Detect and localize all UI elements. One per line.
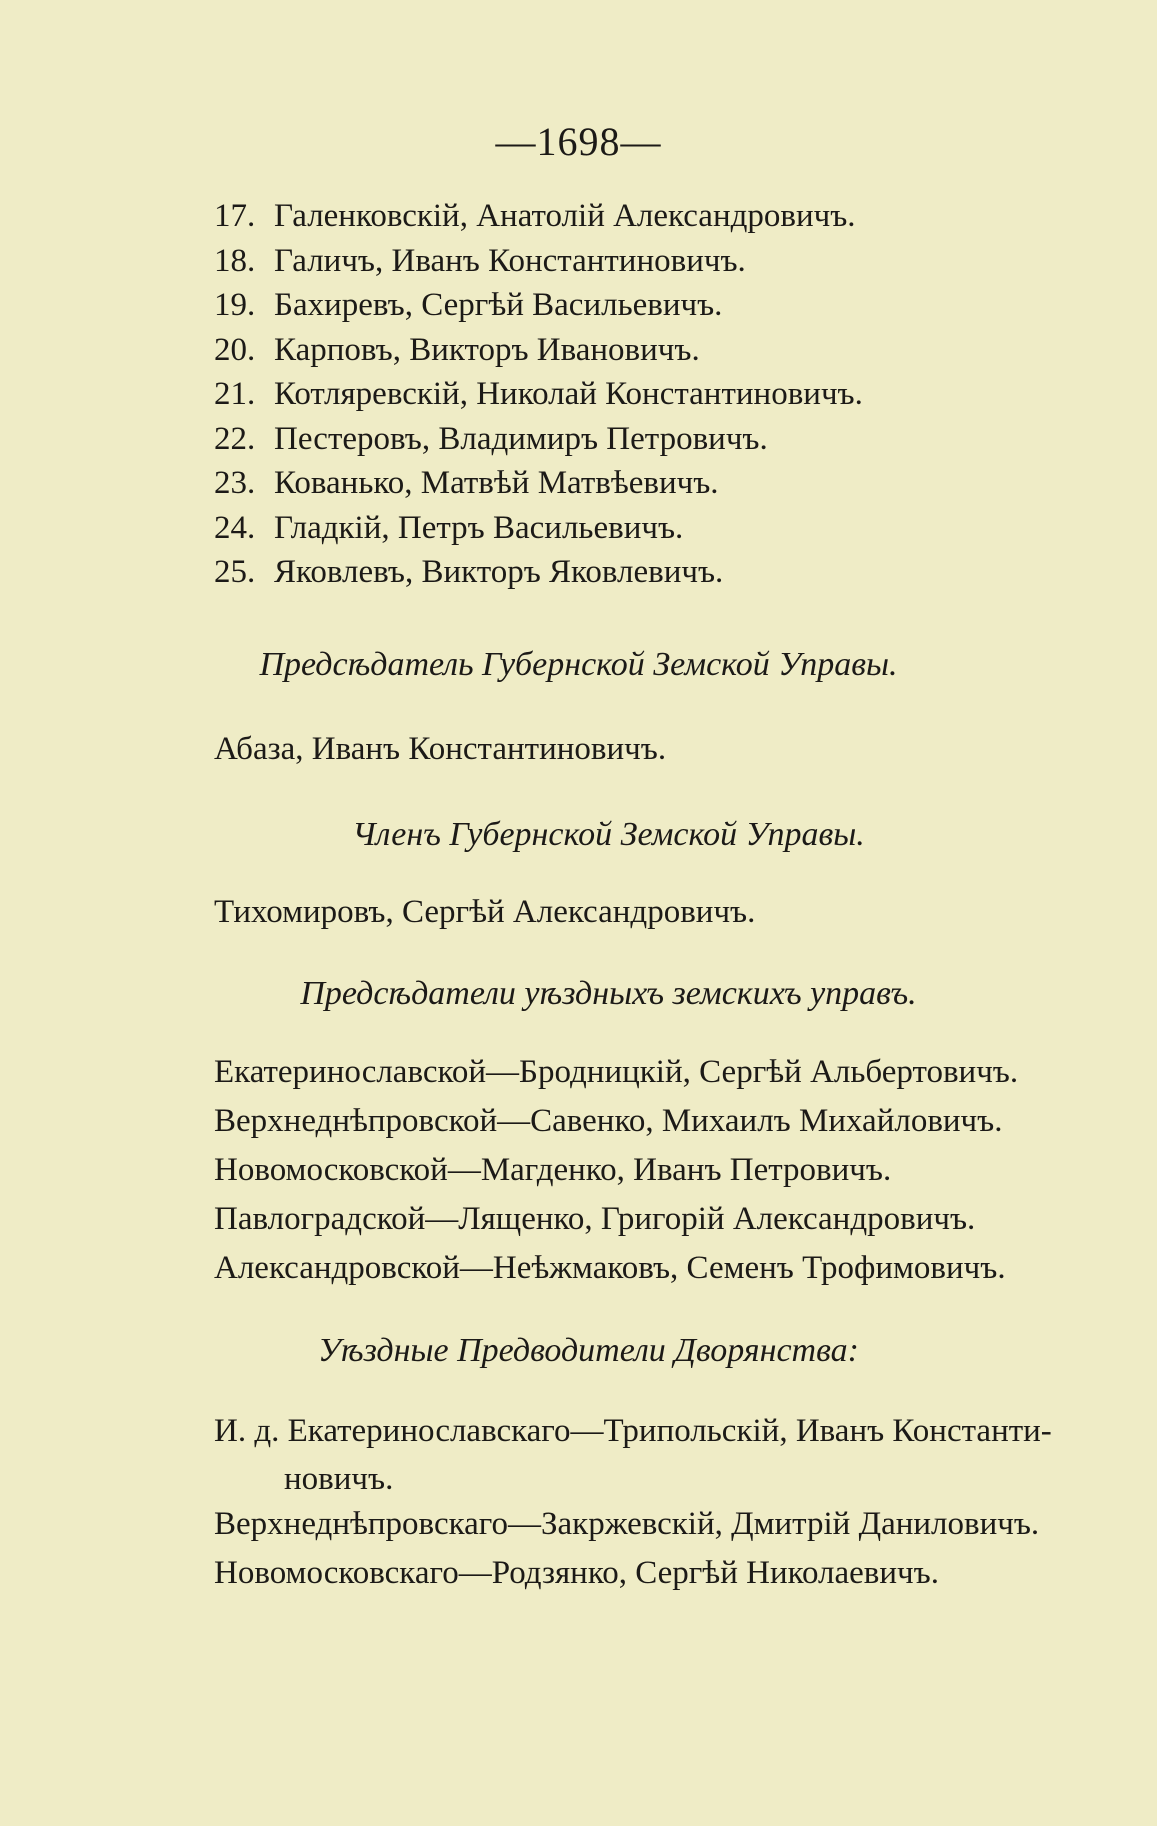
item-number: 19.	[214, 287, 256, 323]
item-number: 25.	[214, 554, 256, 590]
item-number: 21.	[214, 376, 256, 412]
district-chairman-entry: Павлоградской—Лященко, Григорій Александровичъ.	[214, 1201, 976, 1237]
district-chairman-entry: Александровской—Неѣжмаковъ, Семенъ Трофимовичъ.	[214, 1250, 1006, 1286]
item-name: Яковлевъ, Викторъ Яковлевичъ.	[274, 554, 724, 590]
item-name: Кованько, Матвѣй Матвѣевичъ.	[274, 465, 719, 501]
chairman-name: Абаза, Иванъ Константиновичъ.	[214, 731, 667, 767]
district-chairman-entry: Екатеринославской—Бродницкій, Сергѣй Альбертовичъ.	[214, 1054, 1019, 1090]
item-number: 24.	[214, 509, 256, 546]
board-member-heading: Членъ Губернской Земской Управы.	[352, 816, 865, 853]
district-chairmen-heading: Предсѣдатели уѣздныхъ земскихъ управъ.	[300, 975, 917, 1012]
marshal-entry: Новомосковскаго—Родзянко, Сергѣй Николаевичъ.	[214, 1555, 939, 1591]
marshal-entry: Верхнеднѣпровскаго—Закржевскій, Дмитрій Даниловичъ.	[214, 1506, 1040, 1542]
list-item	[214, 328, 863, 373]
district-chairman-entry: Верхнеднѣпровской—Савенко, Михаилъ Михайловичъ.	[214, 1103, 1003, 1139]
list-item	[214, 194, 863, 239]
item-number: 18.	[214, 242, 256, 279]
item-number: 23.	[214, 465, 256, 501]
marshal-entry-continuation: новичъ.	[284, 1461, 394, 1497]
item-number: 20.	[214, 331, 256, 368]
list-item	[214, 550, 863, 595]
item-number: 17.	[214, 198, 256, 234]
list-item	[214, 283, 863, 328]
chairman-heading: Предсѣдатель Губернской Земской Управы.	[259, 646, 898, 683]
item-number: 22.	[214, 420, 256, 457]
list-item	[214, 506, 863, 551]
item-name: Пестеровъ, Владимиръ Петровичъ.	[274, 420, 768, 457]
item-name: Котляревскій, Николай Константиновичъ.	[274, 376, 863, 412]
nobility-marshals-heading: Уѣздные Предводители Дворянства:	[318, 1332, 859, 1369]
item-name: Галенковскій, Анатолій Александровичъ.	[274, 198, 856, 234]
list-item	[214, 372, 863, 417]
item-name: Карповъ, Викторъ Ивановичъ.	[274, 331, 700, 368]
list-item	[214, 239, 863, 284]
item-name: Гладкій, Петръ Васильевичъ.	[274, 509, 684, 546]
marshal-entry: И. д. Екатеринославскаго—Трипольскій, Иванъ Константи-	[214, 1413, 1052, 1449]
item-name: Бахиревъ, Сергѣй Васильевичъ.	[274, 287, 723, 323]
item-name: Галичъ, Иванъ Константиновичъ.	[274, 242, 746, 279]
members-list	[214, 194, 863, 595]
list-item	[214, 417, 863, 462]
list-item	[214, 461, 863, 506]
district-chairman-entry: Новомосковской—Магденко, Иванъ Петровичъ.	[214, 1152, 892, 1188]
board-member-name: Тихомировъ, Сергѣй Александровичъ.	[214, 894, 756, 930]
page-number: —1698—	[495, 119, 662, 164]
